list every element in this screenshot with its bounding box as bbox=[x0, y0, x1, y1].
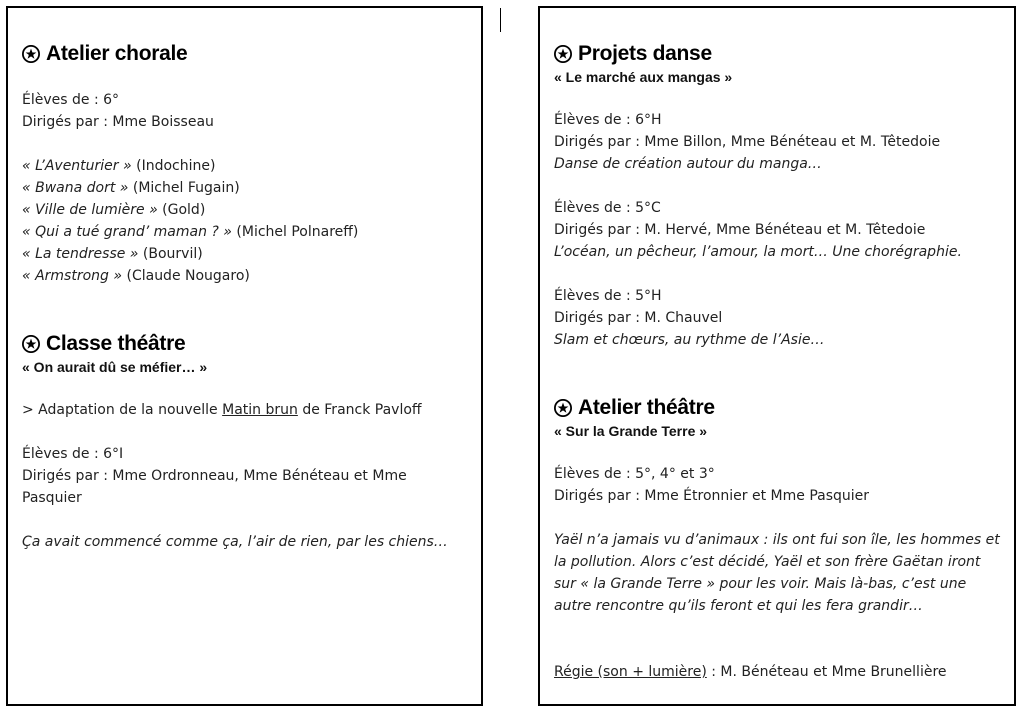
danse-group bbox=[554, 109, 1000, 175]
theatre-eleves: Élèves de : 6°I bbox=[22, 446, 124, 462]
group-eleves: Élèves de : 5°H bbox=[554, 288, 662, 304]
chorale-diriges: Dirigés par : Mme Boisseau bbox=[22, 114, 214, 130]
group-diriges: Dirigés par : M. Hervé, Mme Bénéteau et M. Têtedoie bbox=[554, 222, 926, 238]
theatre-adaptation: > Adaptation de la nouvelle Matin brun de Franck Pavloff bbox=[22, 402, 422, 418]
danse-group bbox=[554, 197, 1000, 263]
atelier-theatre-desc: Yaël n’a jamais vu d’animaux : ils ont fui son île, les hommes et la pollution. Alors c’est décidé, Yaël et son frère Gaëtan iront sur « la Grande Terre » pour les voir. Mais là-bas, c’est une autre rencontre qu’ils feront et qui les fera grandir… bbox=[554, 532, 1000, 614]
chorale-title: Atelier chorale bbox=[46, 42, 188, 65]
theatre-diriges: Dirigés par : Mme Ordronneau, Mme Bénéteau et Mme Pasquier bbox=[22, 468, 407, 506]
chorale-eleves: Élèves de : 6° bbox=[22, 92, 120, 108]
danse-subtitle: « Le marché aux mangas » bbox=[554, 69, 733, 85]
atelier-theatre-diriges: Dirigés par : Mme Étronnier et Mme Pasquier bbox=[554, 488, 870, 504]
song-item: « Bwana dort » (Michel Fugain) bbox=[22, 180, 240, 196]
left-panel bbox=[6, 6, 483, 706]
danse-title: Projets danse bbox=[578, 42, 712, 65]
song-item: « L’Aventurier » (Indochine) bbox=[22, 158, 216, 174]
right-panel bbox=[538, 6, 1016, 706]
atelier-theatre-heading bbox=[554, 395, 1000, 421]
song-item: « La tendresse » (Bourvil) bbox=[22, 246, 203, 262]
group-desc: Danse de création autour du manga… bbox=[554, 156, 822, 172]
theatre-subtitle: « On aurait dû se méfier… » bbox=[22, 359, 208, 375]
group-desc: L’océan, un pêcheur, l’amour, la mort… Une chorégraphie. bbox=[554, 244, 962, 260]
circled-star-icon bbox=[22, 45, 40, 63]
center-divider bbox=[500, 8, 501, 32]
book-title: Matin brun bbox=[222, 402, 298, 418]
group-desc: Slam et chœurs, au rythme de l’Asie… bbox=[554, 332, 825, 348]
regie-label: Régie (son + lumière) bbox=[554, 664, 707, 680]
group-diriges: Dirigés par : M. Chauvel bbox=[554, 310, 723, 326]
theatre-quote: Ça avait commencé comme ça, l’air de rien, par les chiens… bbox=[22, 534, 448, 550]
song-item: « Ville de lumière » (Gold) bbox=[22, 202, 206, 218]
song-item: « Qui a tué grand’ maman ? » (Michel Polnareff) bbox=[22, 224, 359, 240]
group-eleves: Élèves de : 5°C bbox=[554, 200, 661, 216]
group-diriges: Dirigés par : Mme Billon, Mme Bénéteau et M. Têtedoie bbox=[554, 134, 941, 150]
atelier-theatre-subtitle: « Sur la Grande Terre » bbox=[554, 423, 708, 439]
regie-names: : M. Bénéteau et Mme Brunellière bbox=[706, 664, 947, 680]
circled-star-icon bbox=[554, 399, 572, 417]
danse-heading bbox=[554, 41, 1000, 67]
danse-group bbox=[554, 285, 1000, 351]
group-eleves: Élèves de : 6°H bbox=[554, 112, 662, 128]
theatre-title: Classe théâtre bbox=[46, 332, 186, 355]
chorale-heading bbox=[22, 41, 467, 67]
circled-star-icon bbox=[22, 335, 40, 353]
circled-star-icon bbox=[554, 45, 572, 63]
regie-credit bbox=[554, 661, 1000, 683]
atelier-theatre-title: Atelier théâtre bbox=[578, 396, 715, 419]
atelier-theatre-eleves: Élèves de : 5°, 4° et 3° bbox=[554, 466, 715, 482]
song-item: « Armstrong » (Claude Nougaro) bbox=[22, 268, 250, 284]
song-list bbox=[22, 155, 467, 287]
theatre-heading bbox=[22, 331, 467, 357]
